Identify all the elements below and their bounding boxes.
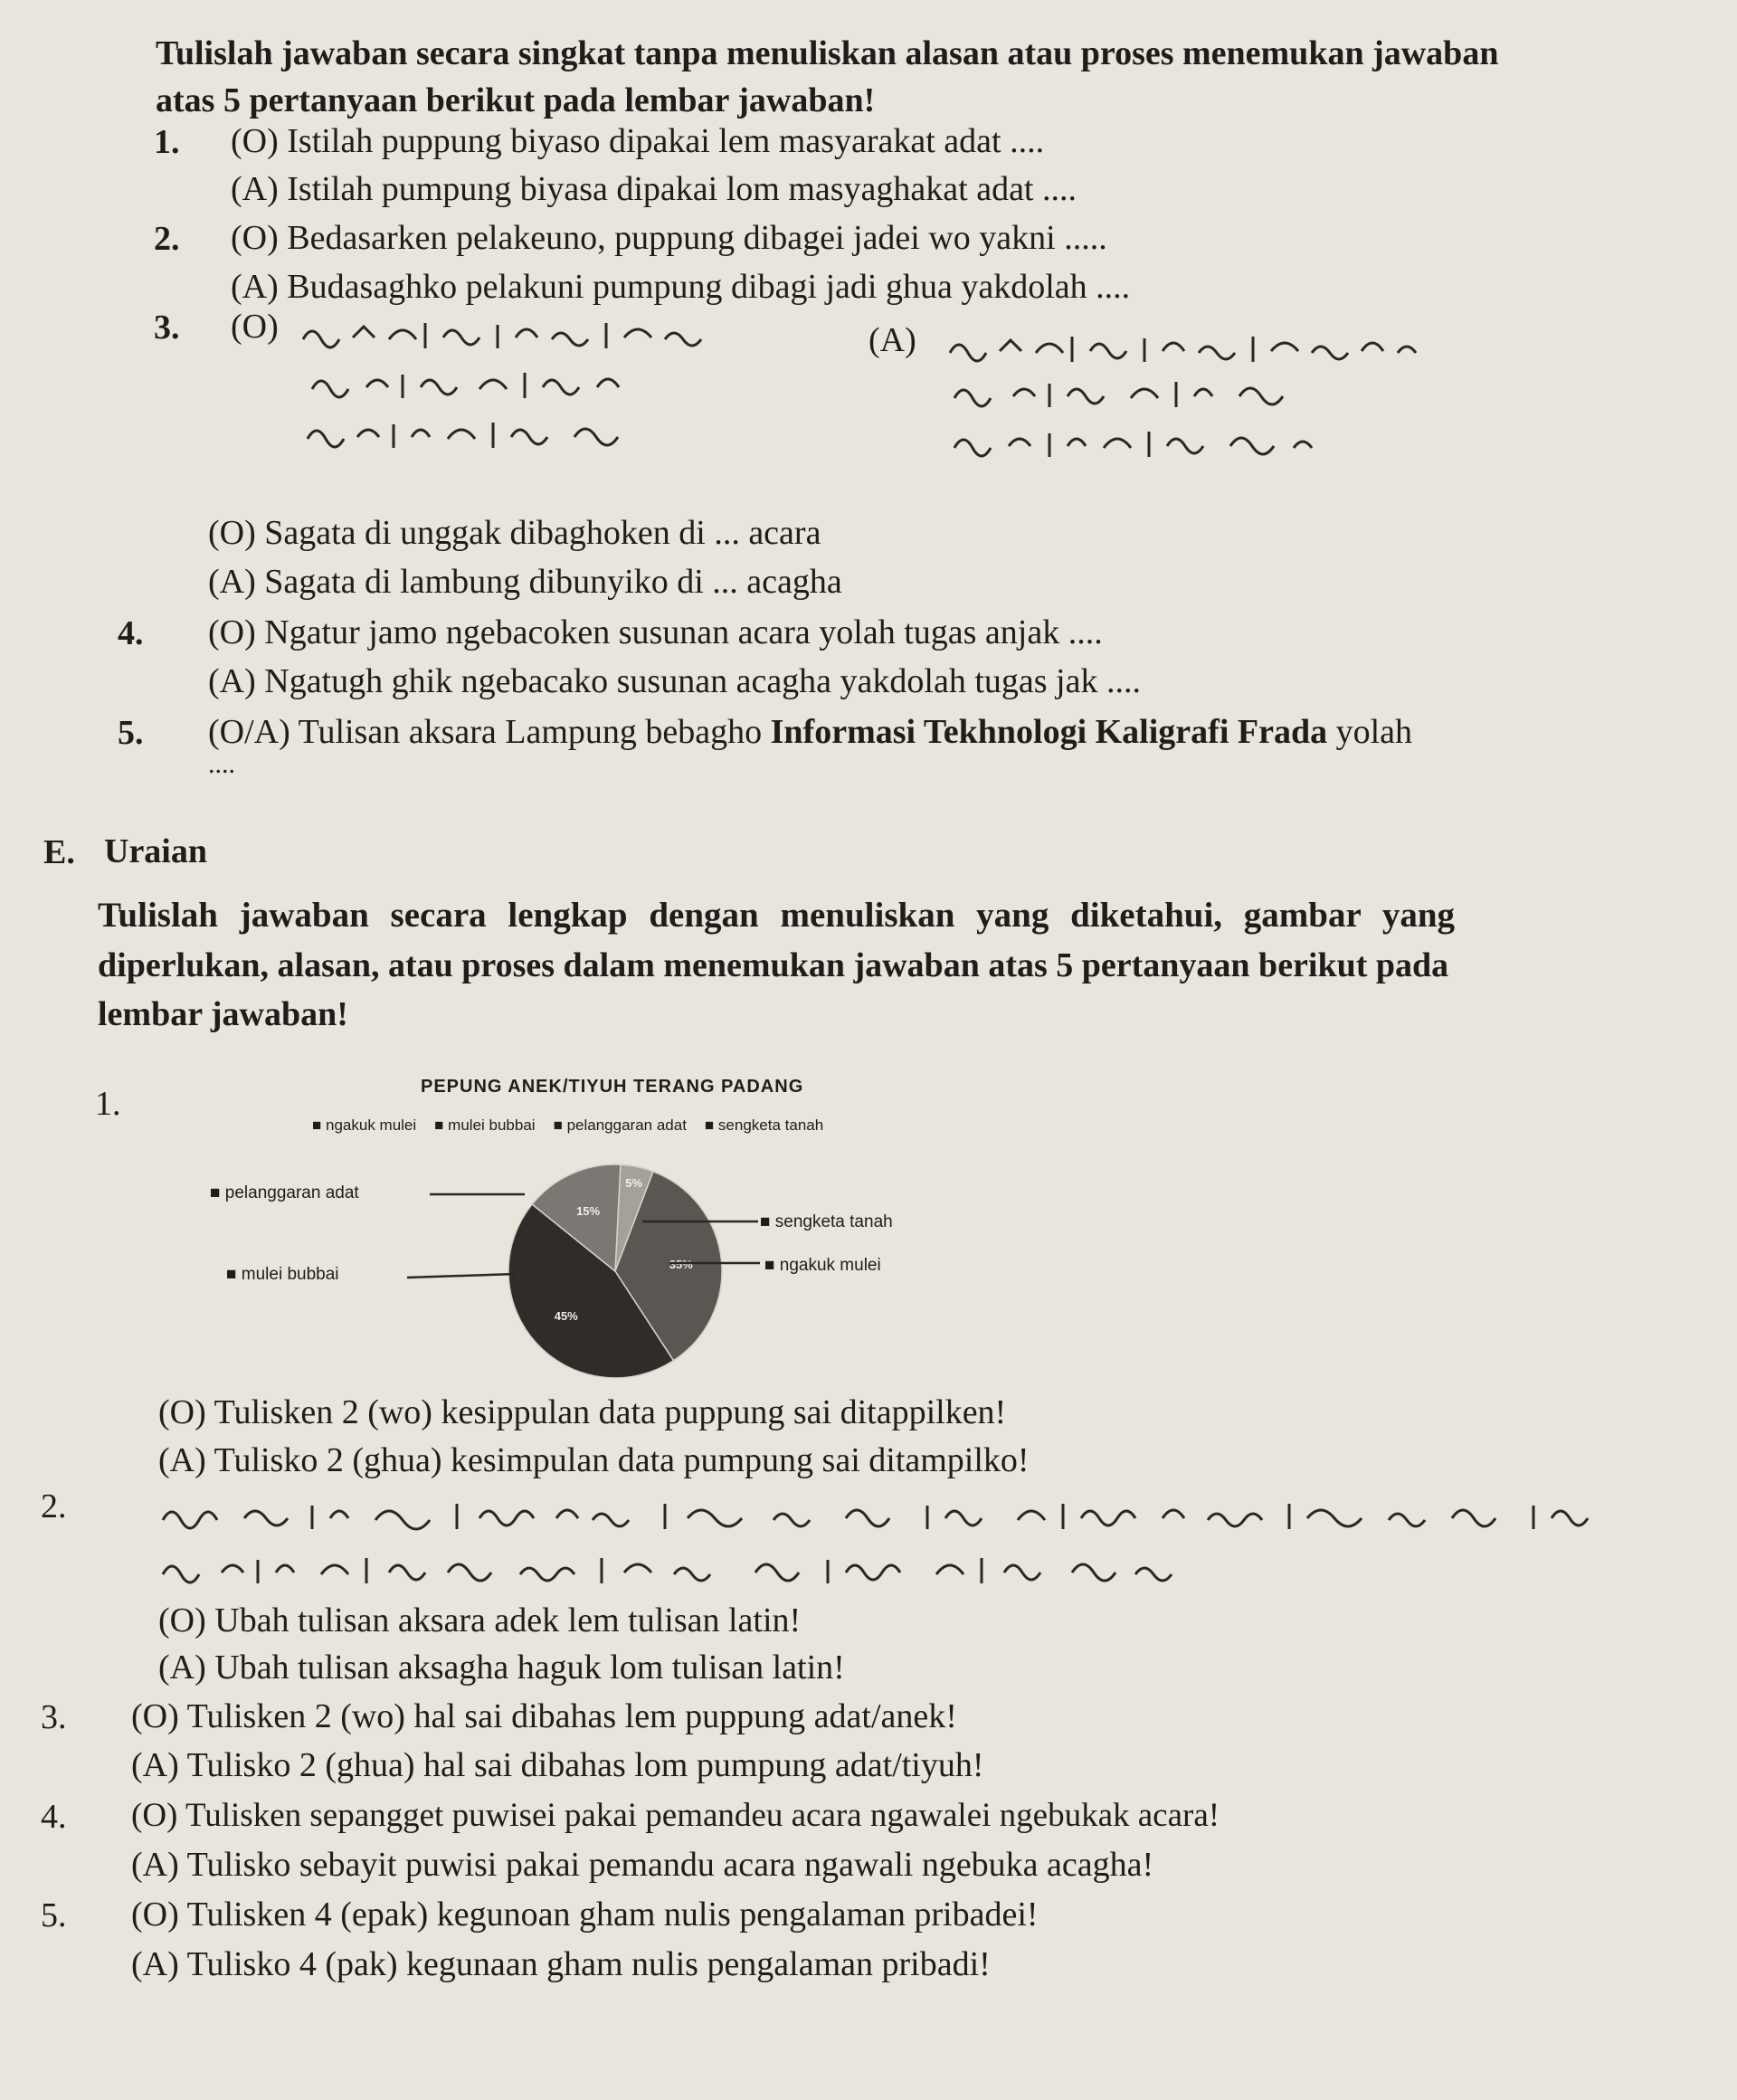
- callout-label-ngakuk-mulei: ■ ngakuk mulei: [764, 1256, 881, 1276]
- question-2-a: (A) Budasaghko pelakuni pumpung dibagi jadi ghua yakdolah ....: [231, 268, 1131, 306]
- question-5-continuation: ....: [208, 749, 235, 779]
- section-heading: Uraian: [104, 832, 207, 870]
- question-number: 4.: [118, 614, 144, 652]
- question-3-o-label: (O): [231, 308, 279, 346]
- essay-4-o: (O) Tulisken sepangget puwisei pakai pemandeu acara ngawalei ngebukak acara!: [131, 1797, 1220, 1834]
- question-number: 2.: [154, 220, 180, 258]
- question-1-o: (O) Istilah puppung biyaso dipakai lem masyarakat adat ....: [231, 122, 1045, 160]
- question-3-o: (O) Sagata di unggak dibaghoken di ... acara: [208, 514, 821, 552]
- pie-chart: [217, 1077, 1031, 1402]
- question-3-a: (A) Sagata di lambung dibunyiko di ... acagha: [208, 563, 842, 601]
- section-e-instruction-3: lembar jawaban!: [98, 995, 348, 1033]
- pie-data-label: 45%: [554, 1309, 578, 1324]
- lampung-script-line: [945, 326, 1452, 367]
- instruction-line-1: Tulislah jawaban secara singkat tanpa menuliskan alasan atau proses menemukan jawaban: [156, 34, 1499, 72]
- question-1-a: (A) Istilah pumpung biyasa dipakai lom masyaghakat adat ....: [231, 170, 1077, 208]
- question-4-o: (O) Ngatur jamo ngebacoken susunan acara yolah tugas anjak ....: [208, 613, 1103, 651]
- question-number: 2.: [41, 1487, 67, 1525]
- lampung-script-line: [950, 421, 1357, 462]
- lampung-script-line: [158, 1547, 1425, 1589]
- lampung-script-line: [158, 1493, 1696, 1535]
- essay-3-a: (A) Tulisko 2 (ghua) hal sai dibahas lom pumpung adat/tiyuh!: [131, 1746, 984, 1784]
- section-e-instruction-2: diperlukan, alasan, atau proses dalam menemukan jawaban atas 5 pertanyaan berikut pada: [98, 946, 1449, 984]
- question-number: 4.: [41, 1798, 67, 1836]
- question-3-a-label: (A): [868, 321, 916, 359]
- pie-chart-svg: [217, 1077, 1031, 1402]
- pie-data-label: 5%: [625, 1175, 643, 1190]
- essay-1-o: (O) Tulisken 2 (wo) kesippulan data puppung sai ditappilken!: [158, 1393, 1007, 1431]
- legend-item: ■ sengketa tanah: [705, 1117, 823, 1135]
- chart-title: PEPUNG ANEK/TIYUH TERANG PADANG: [421, 1077, 804, 1097]
- question-5: [208, 713, 1412, 753]
- lampung-script-line: [299, 312, 733, 354]
- pie-data-label: 35%: [669, 1258, 693, 1272]
- essay-4-a: (A) Tulisko sebayit puwisi pakai pemandu acara ngawali ngebuka acagha!: [131, 1846, 1154, 1884]
- question-number: 3.: [154, 309, 180, 347]
- question-5-bold-text: Informasi Tekhnologi Kaligrafi Frada: [770, 713, 1328, 751]
- legend-item: ■ mulei bubbai: [434, 1117, 535, 1135]
- question-number: 5.: [41, 1896, 67, 1934]
- essay-2-a: (A) Ubah tulisan aksagha haguk lom tulisan latin!: [158, 1649, 845, 1687]
- section-e-instruction-1: Tulislah jawaban secara lengkap dengan menuliskan yang diketahui, gambar yang: [98, 896, 1456, 935]
- instruction-line-2: atas 5 pertanyaan berikut pada lembar jawaban!: [156, 81, 876, 119]
- legend-item: ■ pelanggaran adat: [554, 1117, 687, 1135]
- lampung-script-line: [950, 371, 1312, 413]
- question-2-o: (O) Bedasarken pelakeuno, puppung dibagei jadei wo yakni .....: [231, 219, 1107, 257]
- question-number: 1.: [154, 123, 180, 161]
- essay-5-a: (A) Tulisko 4 (pak) kegunaan gham nulis pengalaman pribadi!: [131, 1945, 991, 1983]
- question-number: 5.: [118, 714, 144, 752]
- legend-item: ■ ngakuk mulei: [312, 1117, 416, 1135]
- essay-1-a: (A) Tulisko 2 (ghua) kesimpulan data pumpung sai ditampilko!: [158, 1441, 1030, 1479]
- lampung-script-line: [308, 362, 651, 404]
- question-4-a: (A) Ngatugh ghik ngebacako susunan acagha yakdolah tugas jak ....: [208, 662, 1141, 700]
- essay-5-o: (O) Tulisken 4 (epak) kegunoan gham nulis pengalaman pribadei!: [131, 1896, 1039, 1934]
- callout-arrow-mulei-bubbai: [407, 1274, 516, 1278]
- callout-label-sengketa-tanah: ■ sengketa tanah: [760, 1212, 893, 1232]
- pie-data-label: 15%: [576, 1204, 601, 1219]
- question-5-text: (O/A) Tulisan aksara Lampung bebagho: [208, 713, 763, 751]
- callout-label-pelanggaran-adat: ■ pelanggaran adat: [210, 1183, 359, 1203]
- question-number: 3.: [41, 1698, 67, 1736]
- callout-label-mulei-bubbai: ■ mulei bubbai: [226, 1265, 339, 1285]
- question-5-text-end: yolah: [1335, 713, 1413, 751]
- essay-3-o: (O) Tulisken 2 (wo) hal sai dibahas lem puppung adat/anek!: [131, 1697, 957, 1735]
- section-letter: E.: [43, 833, 75, 871]
- question-number: 1.: [95, 1085, 121, 1123]
- essay-2-o: (O) Ubah tulisan aksara adek lem tulisan latin!: [158, 1601, 802, 1639]
- lampung-script-line: [303, 412, 683, 453]
